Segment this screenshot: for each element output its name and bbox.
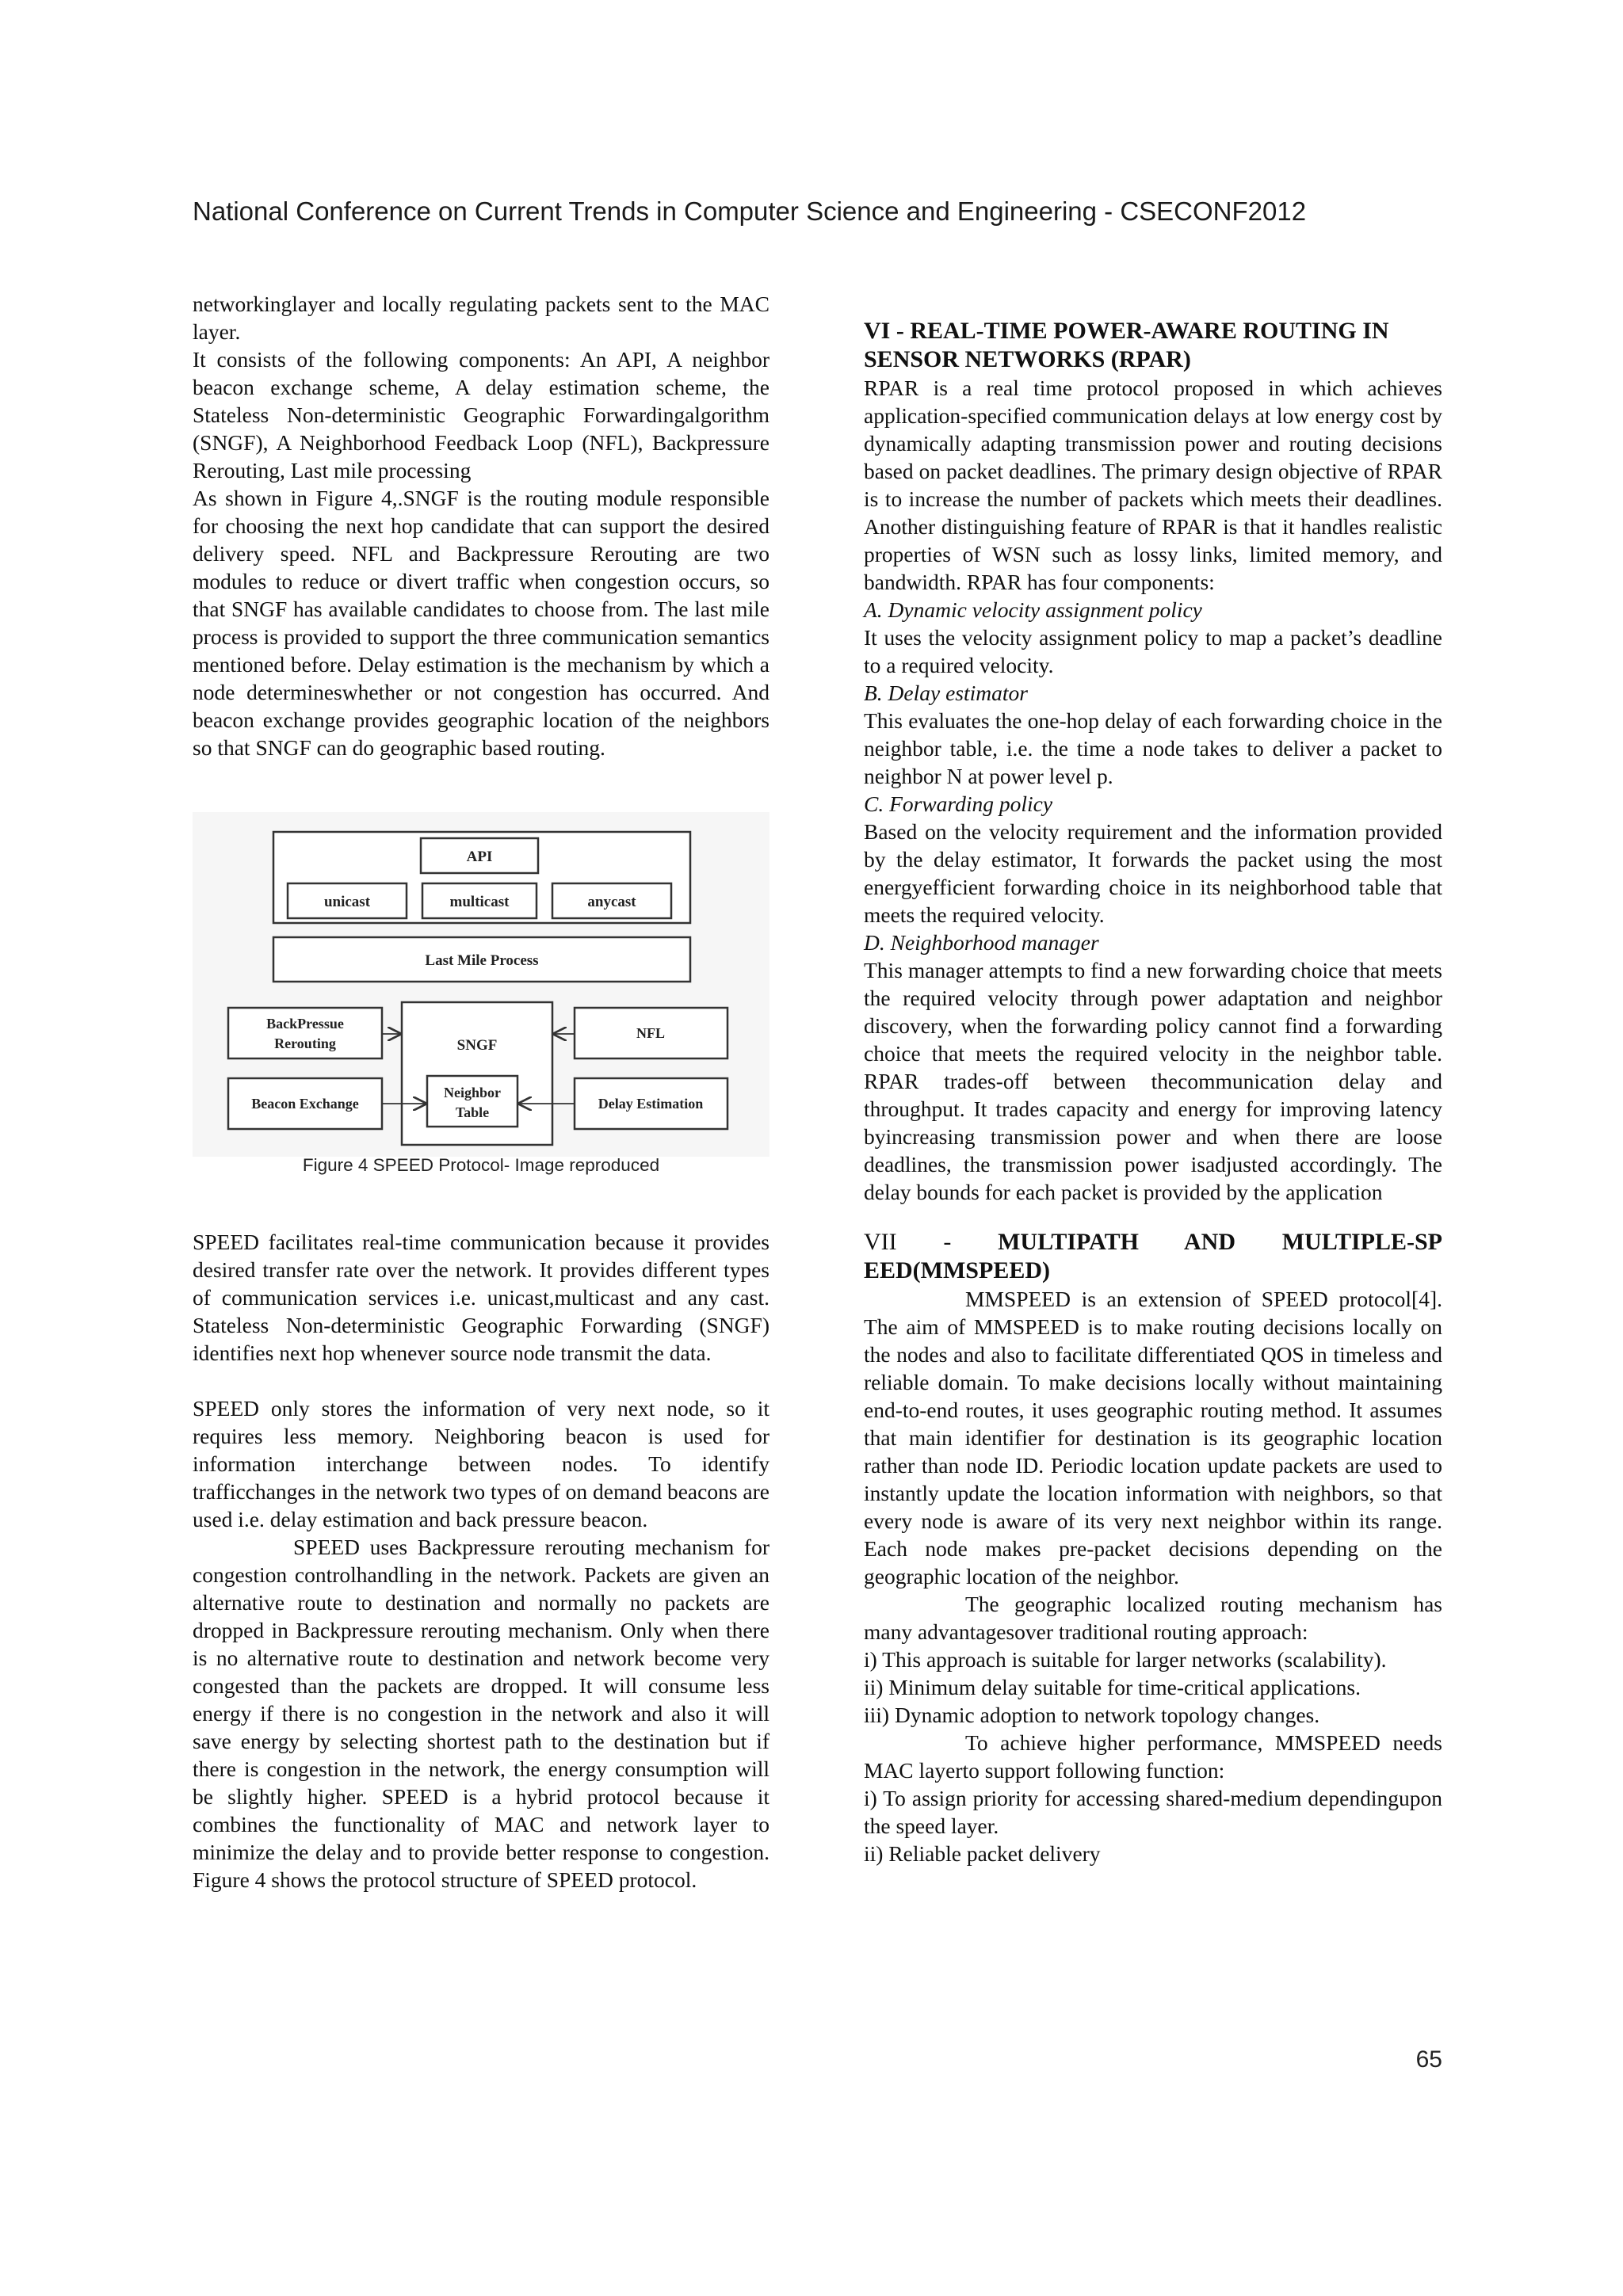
subheading-c: C. Forwarding policy: [864, 791, 1053, 816]
list-item: i) To assign priority for accessing shared-medium dependingupon the speed layer.: [864, 1786, 1442, 1838]
section-heading-vi: VI - REAL-TIME POWER-AWARE ROUTING IN SENSOR NETWORKS (RPAR): [864, 318, 1389, 372]
paragraph: Based on the velocity requirement and the information provided by the delay estimator, It forwards the packet using the most energyefficient forwarding choice in its neighborhood table that meets the required velocity.: [864, 819, 1442, 927]
beacon-exchange-label: Beacon Exchange: [251, 1096, 359, 1112]
figure-speed-protocol: [193, 812, 769, 1157]
heading-prefix: VII -: [864, 1229, 999, 1255]
left-column-top: [193, 290, 769, 761]
neighbor-table-label-2: Table: [455, 1104, 490, 1120]
section-heading-vii: [864, 1228, 1442, 1285]
paragraph: SPEED facilitates real-time communication because it provides desired transfer rate over the network. It provides different types of communication services i.e. unicast,multicast and any cast. Stateless Non-deterministic Geographic Forwarding (SNGF) identifies next hop whenever source node transmit the data.: [193, 1230, 769, 1365]
paragraph: It uses the velocity assignment policy to map a packet’s deadline to a required velocity.: [864, 625, 1442, 677]
last-mile-label: Last Mile Process: [425, 952, 539, 969]
paragraph: networkinglayer and locally regulating packets sent to the MAC layer.: [193, 292, 769, 344]
list-item: iii) Dynamic adoption to network topology changes.: [864, 1703, 1320, 1727]
backpressure-label-1: BackPressue: [266, 1016, 344, 1032]
figure-caption: Figure 4 SPEED Protocol- Image reproduced: [302, 1155, 660, 1175]
paragraph: RPAR is a real time protocol proposed in which achieves application-specified communication delays at low energy cost by dynamically adapting transmission power and routing decisions based on packet deadlines. The primary design objective of RPAR is to increase the number of packets which meets their deadlines. Another distinguishing feature of RPAR is that it handles realistic properties of WSN such as lossy links, limited memory, and bandwidth. RPAR has four components:: [864, 376, 1442, 594]
paragraph: To achieve higher performance, MMSPEED needs MAC layerto support following function:: [864, 1730, 1442, 1783]
anycast-label: anycast: [587, 894, 636, 910]
page-header: National Conference on Current Trends in Computer Science and Engineering - CSECONF2012: [193, 196, 1307, 226]
nfl-label: NFL: [636, 1025, 665, 1041]
right-column: [864, 317, 1442, 1867]
speed-protocol-diagram: [193, 812, 769, 1157]
paragraph: SPEED uses Backpressure rerouting mechanism for congestion controlhandling in the network. Packets are given an alternative route to destination and normally no packets are dropped in Backpressure rerouting mechanism. Only when there is no alternative route to destination and network become very congested than the packets are dropped. It will consume less energy if there is no congestion in the network and also it will save energy by selecting shortest path to the destination but if there is congestion in the network, the energy consumption will be slightly higher. SPEED is a hybrid protocol because it combines the functionality of MAC and network layer to minimize the delay and to provide better response to congestion. Figure 4 shows the protocol structure of SPEED protocol.: [193, 1535, 769, 1892]
list-item: i) This approach is suitable for larger networks (scalability).: [864, 1647, 1387, 1672]
unicast-label: unicast: [323, 894, 371, 910]
paragraph: It consists of the following components: An API, A neighbor beacon exchange scheme, A delay estimation scheme, the Stateless Non-deterministic Geographic Forwardingalgorithm (SNGF), A Neighborhood Feedback Loop (NFL), Backpressure Rerouting, Last mile processing: [193, 347, 769, 482]
page-number: 65: [1415, 2046, 1442, 2073]
paragraph: The geographic localized routing mechanism has many advantagesover traditional routing approach:: [864, 1592, 1442, 1644]
paragraph: SPEED only stores the information of very next node, so it requires less memory. Neighboring beacon is used for information interchange between nodes. To identify trafficchanges in the network two types of on demand beacons are used i.e. delay estimation and back pressure beacon.: [193, 1396, 769, 1531]
paragraph: This evaluates the one-hop delay of each forwarding choice in the neighbor table, i.e. the time a node takes to deliver a packet to neighbor N at power level p.: [864, 708, 1442, 788]
left-column-bottom: [193, 1228, 769, 1894]
subheading-d: D. Neighborhood manager: [864, 930, 1099, 955]
heading-title: MULTIPATH AND MULTIPLE-SP EED(MMSPEED): [864, 1229, 1442, 1283]
list-item: ii) Reliable packet delivery: [864, 1841, 1101, 1866]
backpressure-label-2: Rerouting: [274, 1035, 336, 1051]
list-item: ii) Minimum delay suitable for time-critical applications.: [864, 1675, 1361, 1699]
paragraph: As shown in Figure 4,.SNGF is the routing module responsible for choosing the next hop candidate that can support the desired delivery speed. NFL and Backpressure Rerouting are two modules to reduce or divert traffic when congestion occurs, so that SNGF has available candidates to choose from. The last mile process is provided to support the three communication semantics mentioned before. Delay estimation is the mechanism by which a node determineswhether or not congestion has occurred. And beacon exchange provides geographic location of the neighbors so that SNGF can do geographic based routing.: [193, 486, 769, 760]
subheading-a: A. Dynamic velocity assignment policy: [864, 597, 1202, 622]
subheading-b: B. Delay estimator: [864, 681, 1028, 705]
multicast-label: multicast: [449, 894, 510, 910]
api-label: API: [466, 849, 493, 865]
delay-estimation-label: Delay Estimation: [598, 1096, 704, 1112]
paragraph: This manager attempts to find a new forwarding choice that meets the required velocity through power adaptation and neighbor discovery, when the forwarding policy cannot find a forwarding choice that meets the required velocity in the neighbor table. RPAR trades-off between thecommunication delay and throughput. It trades capacity and energy for improving latency byincreasing transmission power and when there are loose deadlines, the transmission power isadjusted accordingly. The delay bounds for each packet is provided by the application: [864, 958, 1442, 1204]
neighbor-table-label-1: Neighbor: [444, 1085, 501, 1100]
paragraph: MMSPEED is an extension of SPEED protocol[4]. The aim of MMSPEED is to make routing decisions locally on the nodes and also to facilitate differentiated QOS in timeless and reliable domain. To make decisions locally without maintaining end-to-end routes, it uses geographic routing method. It assumes that main identifier for destination is its geographic location rather than node ID. Periodic location update packets are used to instantly update the location information with neighbors, so that every node is aware of its very next neighbor within its range. Each node makes pre-packet decisions depending on the geographic location of the neighbor.: [864, 1287, 1442, 1589]
sngf-label: SNGF: [456, 1037, 498, 1054]
